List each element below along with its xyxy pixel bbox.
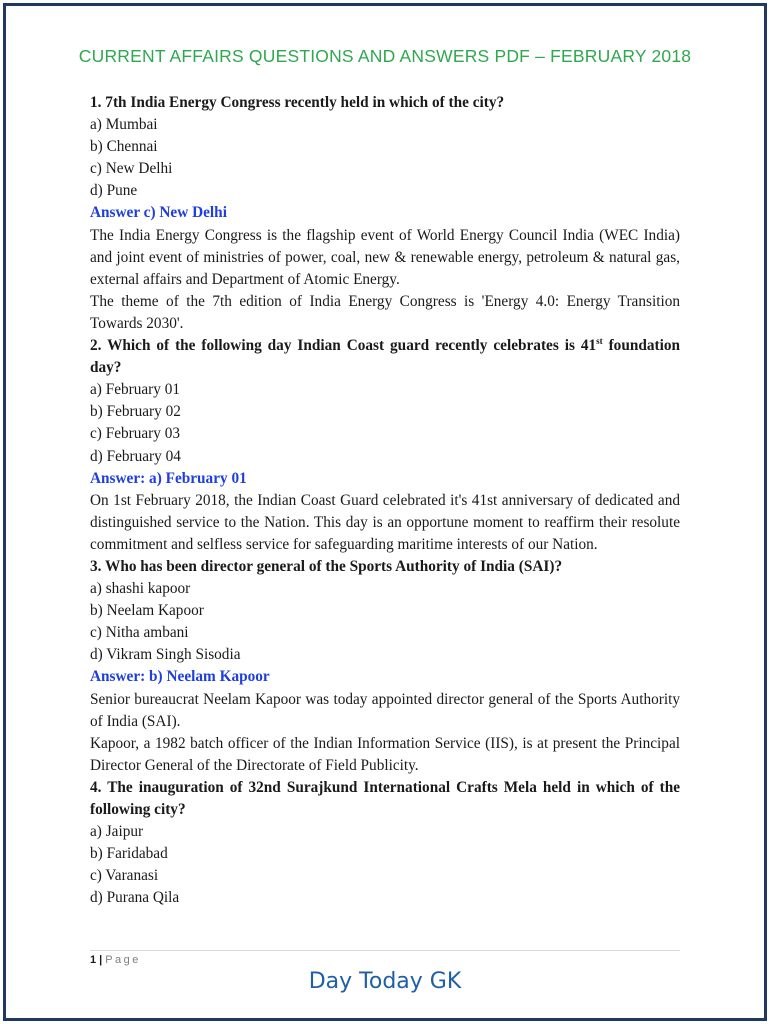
q2-question-sup: st — [596, 335, 603, 346]
q2-option-a: a) February 01 — [90, 381, 181, 399]
q4-option-b: b) Faridabad — [90, 845, 168, 863]
q4-option-d: d) Purana Qila — [90, 889, 180, 907]
page-number-value: 1 — [90, 954, 97, 966]
q3-option-c: c) Nitha ambani — [90, 624, 189, 642]
question-1: 1. 7th India Energy Congress recently held in which of the city? — [90, 94, 505, 111]
footer-divider — [90, 950, 680, 951]
brand-footer: Day Today GK — [308, 969, 462, 994]
q2-option-b: b) February 02 — [90, 403, 181, 421]
q1-option-c: c) New Delhi — [90, 160, 173, 178]
q1-explanation-1: The India Energy Congress is the flagship event of World Energy Council India (WEC India) and joint event of ministries of power, coal, new & renewable energy, petroleum & natural gas, external affairs and Department of Atomic Energy. — [90, 226, 680, 288]
question-3: 3. Who has been director general of the Sports Authority of India (SAI)? — [90, 557, 563, 575]
q2-answer: Answer: a) February 01 — [90, 469, 247, 487]
q3-explanation-1: Senior bureaucrat Neelam Kapoor was today appointed director general of the Sports Authority of India (SAI). — [90, 690, 680, 730]
q3-option-d: d) Vikram Singh Sisodia — [90, 646, 241, 664]
q2-question-suffix: foundation day? — [90, 337, 680, 377]
q3-explanation-2: Kapoor, a 1982 batch officer of the Indian Information Service (IIS), is at present the Principal Director General of the Directorate of Field Publicity. — [90, 734, 680, 774]
q1-answer: Answer c) New Delhi — [90, 204, 227, 222]
page-word: Page — [105, 954, 141, 966]
q2-question-prefix: 2. Which of the following day Indian Coast guard recently celebrates is 41 — [90, 337, 597, 355]
page-number — [90, 954, 141, 966]
q2-option-c: c) February 03 — [90, 425, 181, 443]
page-title: CURRENT AFFAIRS QUESTIONS AND ANSWERS PDF – FEBRUARY 2018 — [78, 46, 692, 66]
page-number-separator: | — [99, 954, 103, 966]
q1-option-a: a) Mumbai — [90, 116, 158, 134]
q3-option-a: a) shashi kapoor — [90, 580, 191, 598]
q1-explanation-2: The theme of the 7th edition of India Energy Congress is 'Energy 4.0: Energy Transition Towards 2030'. — [90, 292, 680, 332]
q3-option-b: b) Neelam Kapoor — [90, 602, 204, 620]
q1-option-b: b) Chennai — [90, 138, 158, 156]
document-body — [90, 92, 680, 909]
q3-answer: Answer: b) Neelam Kapoor — [90, 668, 270, 686]
q1-option-d: d) Pune — [90, 182, 138, 200]
q2-explanation-1: On 1st February 2018, the Indian Coast Guard celebrated it's 41st anniversary of dedicated and distinguished service to the Nation. This day is an opportune moment to reaffirm their resolute commitment and selfless service for safeguarding maritime interests of our Nation. — [90, 491, 680, 553]
q4-option-a: a) Jaipur — [90, 823, 144, 841]
q2-option-d: d) February 04 — [90, 447, 181, 465]
question-4: 4. The inauguration of 32nd Surajkund International Crafts Mela held in which of the following city? — [90, 778, 680, 818]
q4-option-c: c) Varanasi — [90, 867, 159, 885]
question-2 — [90, 335, 680, 379]
